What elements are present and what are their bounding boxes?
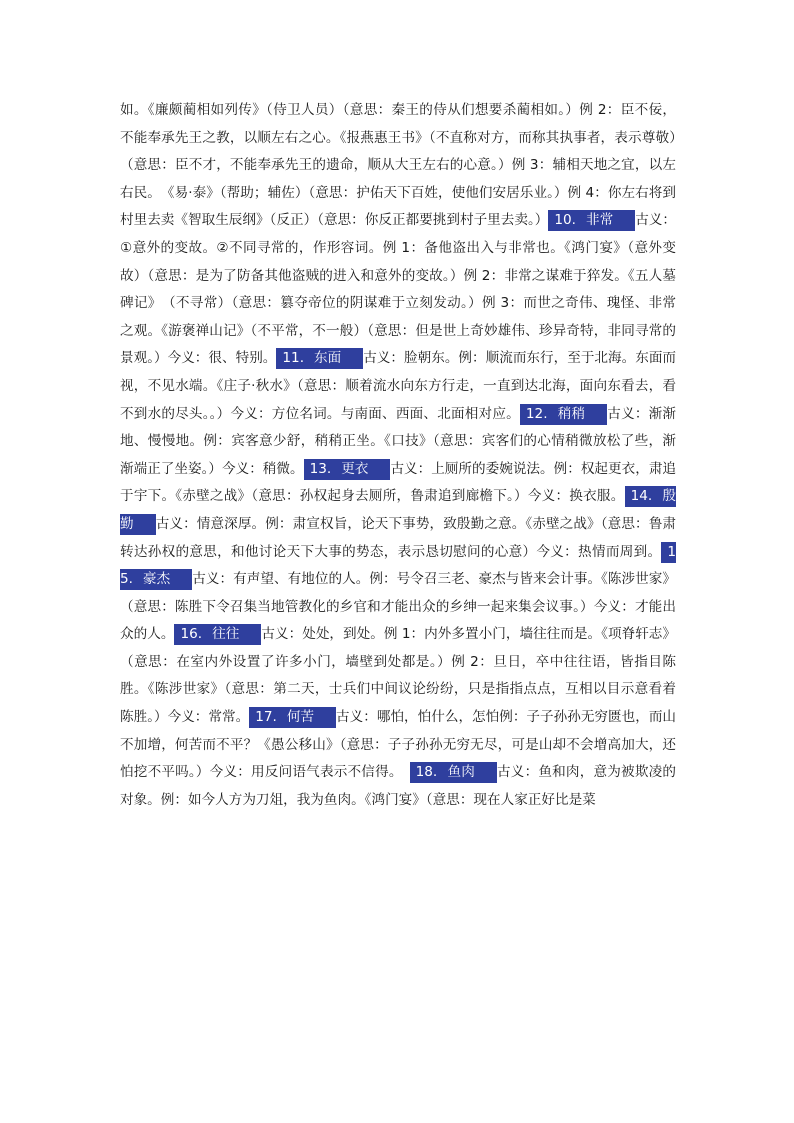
highlighted-term [174,624,261,645]
term-word: 更衣 [341,460,369,477]
highlighted-term [410,762,497,783]
term-word: 稍稍 [557,405,586,422]
term-number: 14. [630,488,653,505]
paragraph-text: 古义：处处，到处。例 1：内外多置小门，墙往往而是。《项脊轩志》（意思：在室内外设置了许多小门，墙壁到处都是。）例 2：旦日，卒中往往语，皆指目陈胜。《陈涉世家》（意思：第二天，士兵们中间议论纷纷，只是指指点点，互相以目示意看着陈胜。）今义：常常。 [120,626,677,726]
highlighted-term [249,707,336,728]
body-text [120,97,676,814]
paragraph-text: 古义：哪怕，怕什么，怎怕例：子子孙孙无穷匮也，而山不加增，何苦而不平？《愚公移山》（意思：子子孙孙无穷无尽，可是山却不会增高加大，还怕挖不平吗。）今义：用反问语气表示不信得。 [120,709,677,781]
term-number: 13. [309,460,332,477]
highlighted-term [304,459,391,480]
term-word: 豪杰 [142,571,171,588]
term-number: 15. [120,543,676,588]
term-word: 东面 [314,350,342,367]
term-word: 鱼肉 [447,764,476,781]
paragraph-text: 古义：脸朝东。例：顺流而东行，至于北海。东面而视，不见水端。《庄子·秋水》（意思：顺着流水向东方行走，一直到达北海，面向东看去，看不到水的尽头。。）今义：方位名词。与南面、西面、北面相对应。 [120,350,677,422]
paragraph-text: 如。《廉颇蔺相如列传》（侍卫人员）（意思：秦王的侍从们想要杀蔺相如。）例 2：臣不佞，不能奉承先王之教，以顺左右之心。《报燕惠王书》（不直称对方，而称其执事者，表示尊敬）（意思：臣不才，不能奉承先王的遗命，顺从大王左右的心意。）例 3：辅相天地之宜，以左右民。 《易·泰》（帮助；辅佐）（意思：护佑天下百姓，使他们安居乐业。）例 4：你左右将到村里去卖《智取生辰纲》（反正）（意思：你反正都要挑到村子里去卖。） [120,102,676,229]
paragraph-text: 古义：渐渐地、慢慢地。例：宾客意少舒，稍稍正坐。《口技》（意思：宾客们的心情稍微放松了些，渐渐端正了坐姿。）今义：稍微。 [120,405,677,477]
term-number: 11. [282,350,305,367]
term-number: 18. [415,764,438,781]
highlighted-term [548,210,635,231]
term-number: 17. [255,709,277,726]
term-word: 殷勤 [120,488,677,532]
term-word: 非常 [586,212,614,229]
term-number: 16. [180,626,203,643]
paragraph-text: 古义：上厕所的委婉说法。例：权起更衣，肃追于宇下。《赤壁之战》（意思：孙权起身去厕所，鲁肃追到廊檐下。）今义：换衣服。 [120,460,677,505]
term-word: 何苦 [286,709,315,726]
paragraph-text: 古义：①意外的变故。②不同寻常的，作形容词。例 1：备他盗出入与非常也。《鸿门宴》（意外变故）（意思：是为了防备其他盗贼的进入和意外的变故。）例 2：非常之谋难于猝发。《五人墓碑记》 （不寻常）（意思：篡夺帝位的阴谋难于立刻发动。）例 3：而世之奇伟、瑰怪、非常之观。《游褒禅山记》（不平常，不一般）（意思：但是世上奇妙雄伟、珍异奇特，非同寻常的景观。）今义：很、特别。 [120,212,677,367]
term-word: 往往 [212,626,240,643]
term-number: 10. [554,212,576,229]
paragraph-text: 古义：情意深厚。例：肃宣权旨，论天下事势，致殷勤之意。《赤壁之战》（意思：鲁肃转达孙权的意思，和他讨论天下大事的势态，表示恳切慰问的心意）今义：热情而周到。 [120,515,677,560]
paragraph-text: 古义：有声望、有地位的人。例：号令召三老、豪杰与皆来会计事。《陈涉世家》（意思：陈胜下令召集当地管教化的乡官和才能出众的乡绅一起来集会议事。）今义：才能出众的人。 [120,571,677,643]
highlighted-term [520,404,607,425]
highlighted-term [276,348,363,369]
term-number: 12. [525,405,548,422]
paragraph-text: 古义：鱼和肉，意为被欺凌的对象。例：如今人方为刀俎，我为鱼肉。《鸿门宴》（意思：现在人家正好比是菜 [120,764,677,808]
